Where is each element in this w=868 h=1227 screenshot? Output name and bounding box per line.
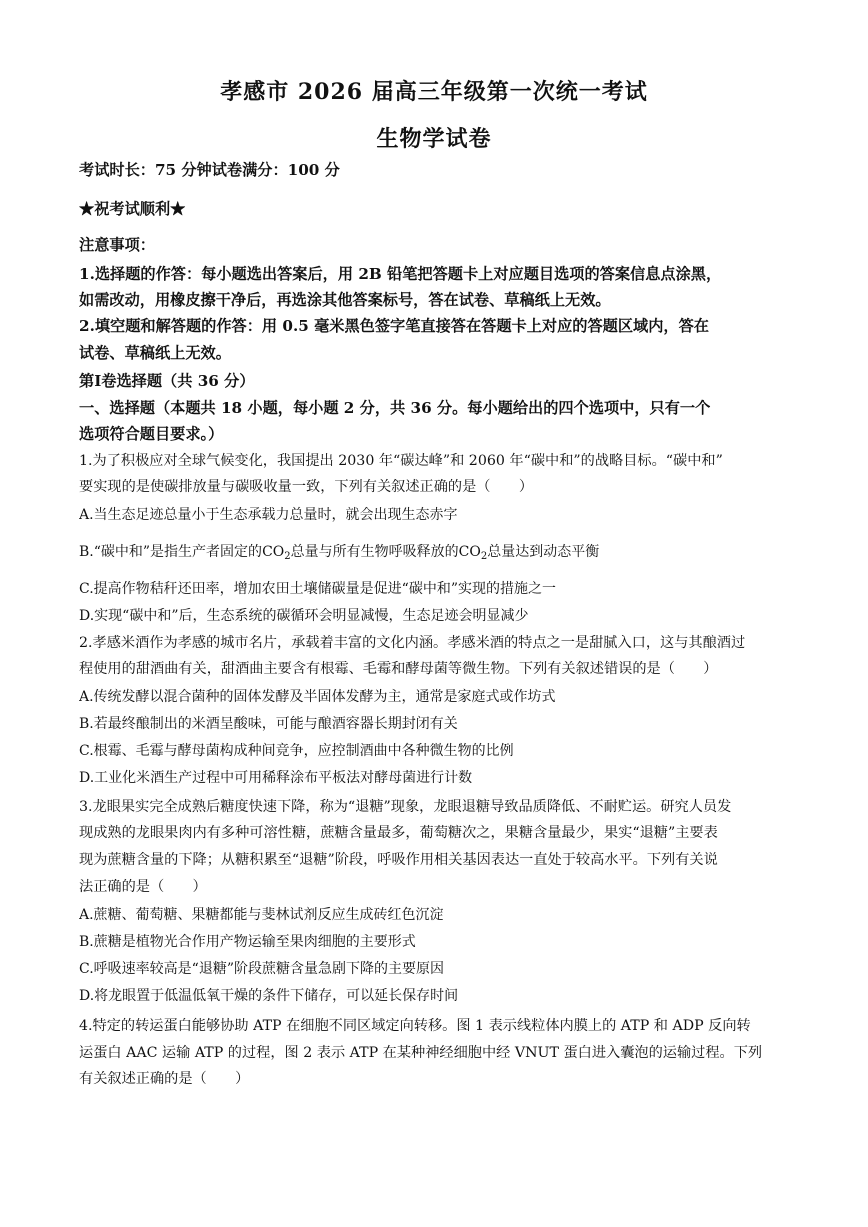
- option-b-text: 总量与所有生物呼吸释放的: [290, 544, 459, 560]
- co2-formula: $CO_2$: [262, 544, 291, 562]
- question-2-option-c: C.根霉、毛霉与酵母菌构成种间竞争，应控制酒曲中各种微生物的比例: [79, 743, 514, 759]
- question-2-option-d: D.工业化米酒生产过程中可用稀释涂布平板法对酵母菌进行计数: [79, 770, 473, 786]
- option-b-text: 总量达到动态平衡: [487, 544, 600, 560]
- question-3-stem: 法正确的是（ ）: [79, 879, 207, 895]
- notes-line: 试卷、草稿纸上无效。: [79, 344, 231, 362]
- question-2-option-a: A.传统发酵以混合菌种的固体发酵及半固体发酵为主，通常是家庭式或作坊式: [79, 689, 556, 705]
- question-3-stem: 现为蔗糖含量的下降；从糖积累至“退糖”阶段，呼吸作用相关基因表达一直处于较高水平。下列有关说: [79, 852, 718, 868]
- question-4-stem: 4.特定的转运蛋白能够协助 ATP 在细胞不同区域定向转移。图 1 表示线粒体内膜上的 ATP 和 ADP 反向转: [79, 1018, 751, 1034]
- good-luck-text: ★祝考试顺利★: [79, 200, 186, 218]
- notes-line: 如需改动，用橡皮擦干净后，再选涂其他答案标号，答在试卷、草稿纸上无效。: [79, 291, 611, 309]
- question-3-option-c: C.呼吸速率较高是“退糖”阶段蔗糖含量急剧下降的主要原因: [79, 961, 444, 977]
- section-heading: 一、选择题（本题共 18 小题，每小题 2 分，共 36 分。每小题给出的四个选项中，只有一个: [79, 399, 711, 417]
- question-1-option-c: C.提高作物秸秆还田率，增加农田土壤储碳量是促进“碳中和”实现的措施之一: [79, 581, 556, 597]
- question-1-option-b: [79, 542, 791, 562]
- question-4-stem: 有关叙述正确的是（ ）: [79, 1071, 250, 1087]
- question-3-option-b: B.蔗糖是植物光合作用产物运输至果肉细胞的主要形式: [79, 934, 416, 950]
- question-3-stem: 现成熟的龙眼果肉内有多种可溶性糖，蔗糖含量最多，葡萄糖次之，果糖含量最少，果实“退糖”主要表: [79, 825, 718, 841]
- question-3-stem: 3.龙眼果实完全成熟后糖度快速下降，称为“退糖”现象，龙眼退糖导致品质降低、不耐贮运。研究人员发: [79, 799, 732, 815]
- notes-heading: 注意事项：: [79, 236, 155, 254]
- exam-info: 考试时长：75 分钟试卷满分：100 分: [79, 161, 340, 179]
- option-b-text: B.“碳中和”是指生产者固定的: [79, 544, 263, 560]
- section-heading: 选项符合题目要求。）: [79, 425, 224, 443]
- question-2-stem: 2.孝感米酒作为孝感的城市名片，承载着丰富的文化内涵。孝感米酒的特点之一是甜腻入口，这与其酿酒过: [79, 635, 746, 651]
- co2-formula: $CO_2$: [458, 544, 488, 562]
- question-4-stem: 运蛋白 AAC 运输 ATP 的过程，图 2 表示 ATP 在某种神经细胞中经 VNUT 蛋白进入囊泡的运输过程。下列: [79, 1045, 763, 1061]
- question-2-option-b: B.若最终酿制出的米酒呈酸味，可能与酿酒容器长期封闭有关: [79, 716, 458, 732]
- question-1-option-d: D.实现“碳中和”后，生态系统的碳循环会明显减慢，生态足迹会明显减少: [79, 608, 529, 624]
- part-heading: 第Ⅰ卷选择题（共 36 分）: [79, 372, 255, 390]
- question-3-option-a: A.蔗糖、葡萄糖、果糖都能与斐林试剂反应生成砖红色沉淀: [79, 907, 444, 923]
- question-1-option-a: A.当生态足迹总量小于生态承载力总量时，就会出现生态赤字: [79, 507, 458, 523]
- notes-line: 1.选择题的作答：每小题选出答案后，用 2B 铅笔把答题卡上对应题目选项的答案信息点涂黑，: [79, 265, 722, 283]
- exam-title: 孝感市 2026 届高三年级第一次统一考试: [220, 79, 648, 105]
- subject-title: 生物学试卷: [376, 126, 492, 152]
- question-3-option-d: D.将龙眼置于低温低氧干燥的条件下储存，可以延长保存时间: [79, 988, 459, 1004]
- question-1-stem: 要实现的是使碳排放量与碳吸收量一致，下列有关叙述正确的是（ ）: [79, 479, 534, 495]
- notes-line: 2.填空题和解答题的作答：用 0.5 毫米黑色签字笔直接答在答题卡上对应的答题区域内，答在: [79, 317, 709, 335]
- question-2-stem: 程使用的甜酒曲有关，甜酒曲主要含有根霉、毛霉和酵母菌等微生物。下列有关叙述错误的是（ ）: [79, 661, 718, 677]
- question-1-stem: 1.为了积极应对全球气候变化，我国提出 2030 年“碳达峰”和 2060 年“碳中和”的战略目标。“碳中和”: [79, 453, 723, 469]
